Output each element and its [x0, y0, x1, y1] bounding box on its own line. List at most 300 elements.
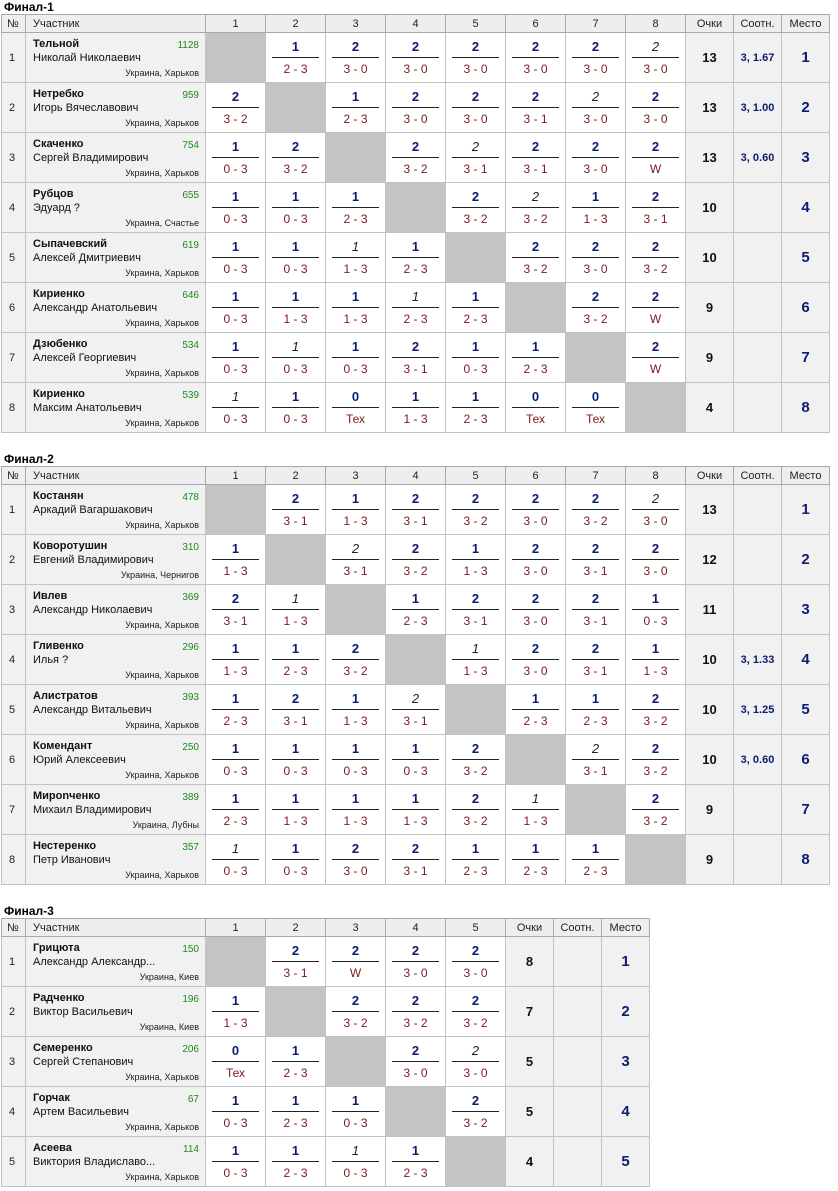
- self-cell: [386, 183, 446, 233]
- header-ratio: Соотн.: [554, 919, 602, 937]
- game-result-cell[interactable]: [206, 785, 266, 835]
- participant-cell: [26, 785, 206, 835]
- participant-cell: [26, 635, 206, 685]
- score-divider: [632, 609, 679, 610]
- game-score: 3 - 0: [403, 966, 428, 980]
- game-result-cell[interactable]: [326, 1087, 386, 1137]
- game-result-cell[interactable]: [206, 987, 266, 1037]
- game-score: 3 - 1: [283, 514, 308, 528]
- game-result-cell[interactable]: [626, 535, 686, 585]
- game-points: 1: [471, 339, 480, 354]
- score-divider: [452, 107, 499, 108]
- game-result-cell[interactable]: [626, 785, 686, 835]
- game-points: 1: [291, 39, 300, 54]
- participant-last-name[interactable]: Алистратов: [33, 690, 98, 702]
- game-result-cell[interactable]: [386, 383, 446, 433]
- participant-cell: [26, 183, 206, 233]
- table-row: [2, 835, 830, 885]
- game-score: 2 - 3: [463, 864, 488, 878]
- game-result-cell[interactable]: [326, 735, 386, 785]
- game-score: 1 - 3: [403, 814, 428, 828]
- score-divider: [272, 1111, 319, 1112]
- game-result-cell[interactable]: [626, 635, 686, 685]
- game-result-cell[interactable]: [506, 635, 566, 685]
- participant-last-name[interactable]: Рубцов: [33, 188, 74, 200]
- game-score: 3 - 0: [463, 62, 488, 76]
- game-points: 1: [231, 791, 240, 806]
- game-result-cell[interactable]: [506, 585, 566, 635]
- game-points: 2: [351, 943, 360, 958]
- final-place: 4: [782, 635, 830, 685]
- game-result-cell[interactable]: [626, 233, 686, 283]
- game-result-cell[interactable]: [446, 635, 506, 685]
- game-result-cell[interactable]: [506, 535, 566, 585]
- game-result-cell[interactable]: [326, 485, 386, 535]
- game-score: 0 - 3: [283, 864, 308, 878]
- game-result-cell[interactable]: [386, 835, 446, 885]
- game-result-cell[interactable]: [326, 233, 386, 283]
- game-result-cell[interactable]: [386, 33, 446, 83]
- game-result-cell[interactable]: [326, 785, 386, 835]
- game-result-cell[interactable]: [566, 33, 626, 83]
- game-result-cell[interactable]: [386, 233, 446, 283]
- game-result-cell[interactable]: [626, 685, 686, 735]
- game-result-cell[interactable]: [266, 685, 326, 735]
- game-result-cell[interactable]: [266, 333, 326, 383]
- total-points: 9: [686, 835, 734, 885]
- game-result-cell[interactable]: [266, 1137, 326, 1187]
- game-result-cell[interactable]: [266, 33, 326, 83]
- table-row: [2, 33, 830, 83]
- game-result-cell[interactable]: [626, 585, 686, 635]
- participant-last-name[interactable]: Сыпачевский: [33, 238, 107, 250]
- game-result-cell[interactable]: [446, 585, 506, 635]
- game-result-cell[interactable]: [566, 535, 626, 585]
- game-result-cell[interactable]: [266, 133, 326, 183]
- final-place: 2: [782, 535, 830, 585]
- header-opponent-4: 4: [386, 15, 446, 33]
- group-title: Финал-1: [4, 0, 54, 14]
- game-result-cell[interactable]: [326, 685, 386, 735]
- game-points: 2: [411, 841, 420, 856]
- game-result-cell[interactable]: [386, 937, 446, 987]
- game-result-cell[interactable]: [386, 987, 446, 1037]
- game-result-cell[interactable]: [566, 585, 626, 635]
- participant-last-name[interactable]: Нестеренко: [33, 840, 97, 852]
- game-result-cell[interactable]: [326, 1137, 386, 1187]
- game-score: 3 - 2: [643, 764, 668, 778]
- score-divider: [512, 357, 559, 358]
- game-score: 3 - 0: [523, 664, 548, 678]
- game-result-cell[interactable]: [206, 585, 266, 635]
- game-result-cell[interactable]: [326, 987, 386, 1037]
- row-number: 7: [2, 785, 26, 835]
- game-result-cell[interactable]: [206, 383, 266, 433]
- game-result-cell[interactable]: [326, 283, 386, 333]
- score-divider: [452, 57, 499, 58]
- game-result-cell[interactable]: [386, 735, 446, 785]
- score-divider: [632, 307, 679, 308]
- game-result-cell[interactable]: [386, 685, 446, 735]
- tiebreak-ratio: [554, 1137, 602, 1187]
- game-result-cell[interactable]: [326, 383, 386, 433]
- game-result-cell[interactable]: [566, 283, 626, 333]
- game-points: 2: [231, 89, 240, 104]
- score-divider: [212, 1111, 259, 1112]
- game-score: 3 - 2: [343, 1016, 368, 1030]
- game-result-cell[interactable]: [566, 83, 626, 133]
- game-score: 3 - 0: [643, 564, 668, 578]
- game-points: 1: [291, 339, 300, 354]
- participant-last-name[interactable]: Нетребко: [33, 88, 84, 100]
- game-points: 1: [351, 89, 360, 104]
- row-number: 1: [2, 485, 26, 535]
- score-divider: [212, 1011, 259, 1012]
- game-points: 2: [651, 89, 660, 104]
- participant-last-name[interactable]: Горчак: [33, 1092, 70, 1104]
- game-result-cell[interactable]: [446, 987, 506, 1037]
- score-divider: [392, 1161, 439, 1162]
- game-result-cell[interactable]: [446, 83, 506, 133]
- score-divider: [572, 709, 619, 710]
- game-result-cell[interactable]: [446, 283, 506, 333]
- game-result-cell[interactable]: [626, 283, 686, 333]
- game-result-cell[interactable]: [266, 835, 326, 885]
- game-result-cell[interactable]: [266, 1087, 326, 1137]
- game-result-cell[interactable]: [626, 83, 686, 133]
- self-cell: [626, 383, 686, 433]
- game-result-cell[interactable]: [446, 785, 506, 835]
- score-divider: [212, 357, 259, 358]
- game-result-cell[interactable]: [506, 333, 566, 383]
- game-result-cell[interactable]: [506, 83, 566, 133]
- game-result-cell[interactable]: [626, 133, 686, 183]
- header-ratio: Соотн.: [734, 467, 782, 485]
- game-points: 2: [471, 1043, 480, 1058]
- row-number: 4: [2, 183, 26, 233]
- game-score: 3 - 1: [463, 614, 488, 628]
- score-divider: [332, 257, 379, 258]
- game-result-cell[interactable]: [446, 333, 506, 383]
- game-result-cell[interactable]: [326, 333, 386, 383]
- game-result-cell[interactable]: [386, 535, 446, 585]
- game-score: 3 - 1: [403, 714, 428, 728]
- game-result-cell[interactable]: [446, 485, 506, 535]
- game-points: 2: [651, 541, 660, 556]
- self-cell: [506, 735, 566, 785]
- game-result-cell[interactable]: [386, 283, 446, 333]
- game-result-cell[interactable]: [626, 33, 686, 83]
- game-result-cell[interactable]: [326, 937, 386, 987]
- game-score: Тех: [525, 412, 546, 426]
- participant-location: Украина, Киев: [139, 1022, 199, 1032]
- game-score: 3 - 0: [463, 1066, 488, 1080]
- game-result-cell[interactable]: [326, 835, 386, 885]
- game-result-cell[interactable]: [206, 83, 266, 133]
- game-result-cell[interactable]: [266, 785, 326, 835]
- game-score: 3 - 2: [403, 162, 428, 176]
- total-points: 13: [686, 485, 734, 535]
- game-result-cell[interactable]: [266, 283, 326, 333]
- game-points: 1: [471, 389, 480, 404]
- score-divider: [632, 759, 679, 760]
- game-result-cell[interactable]: [266, 635, 326, 685]
- game-score: 3 - 1: [343, 564, 368, 578]
- game-result-cell[interactable]: [206, 735, 266, 785]
- game-result-cell[interactable]: [626, 183, 686, 233]
- game-score: 2 - 3: [283, 1166, 308, 1180]
- game-result-cell[interactable]: [326, 33, 386, 83]
- game-result-cell[interactable]: [386, 485, 446, 535]
- game-result-cell[interactable]: [446, 133, 506, 183]
- game-result-cell[interactable]: [386, 1037, 446, 1087]
- score-divider: [512, 859, 559, 860]
- score-divider: [512, 809, 559, 810]
- results-table: [1, 14, 830, 433]
- game-result-cell[interactable]: [266, 485, 326, 535]
- header-opponent-3: 3: [326, 467, 386, 485]
- game-points: 2: [531, 591, 540, 606]
- score-divider: [512, 207, 559, 208]
- game-points: 2: [351, 641, 360, 656]
- game-points: 2: [591, 289, 600, 304]
- game-result-cell[interactable]: [386, 83, 446, 133]
- game-points: 0: [531, 389, 540, 404]
- game-result-cell[interactable]: [266, 233, 326, 283]
- table-row: [2, 585, 830, 635]
- participant-cell: [26, 283, 206, 333]
- participant-last-name[interactable]: Кириенко: [33, 388, 85, 400]
- score-divider: [452, 157, 499, 158]
- game-result-cell[interactable]: [266, 1037, 326, 1087]
- participant-last-name[interactable]: Дзюбенко: [33, 338, 88, 350]
- game-points: 2: [591, 139, 600, 154]
- participant-last-name[interactable]: Кириенко: [33, 288, 85, 300]
- game-score: 1 - 3: [583, 212, 608, 226]
- participant-last-name[interactable]: Грицюта: [33, 942, 80, 954]
- participant-first-name: Александр Витальевич: [33, 704, 152, 716]
- game-result-cell[interactable]: [266, 383, 326, 433]
- game-result-cell[interactable]: [326, 183, 386, 233]
- game-result-cell[interactable]: [506, 233, 566, 283]
- game-result-cell[interactable]: [566, 835, 626, 885]
- game-result-cell[interactable]: [446, 183, 506, 233]
- game-points: 2: [591, 641, 600, 656]
- score-divider: [512, 509, 559, 510]
- row-number: 5: [2, 233, 26, 283]
- game-score: 1 - 3: [283, 814, 308, 828]
- final-place: 8: [782, 383, 830, 433]
- participant-location: Украина, Харьков: [125, 118, 199, 128]
- score-divider: [212, 257, 259, 258]
- game-points: 2: [411, 541, 420, 556]
- game-score: 3 - 1: [283, 714, 308, 728]
- game-result-cell[interactable]: [266, 183, 326, 233]
- participant-cell: [26, 735, 206, 785]
- game-result-cell[interactable]: [206, 233, 266, 283]
- game-score: 1 - 3: [223, 1016, 248, 1030]
- game-result-cell[interactable]: [566, 485, 626, 535]
- game-result-cell[interactable]: [446, 735, 506, 785]
- game-result-cell[interactable]: [206, 685, 266, 735]
- participant-last-name[interactable]: Асеева: [33, 1142, 72, 1154]
- game-score: 3 - 0: [463, 966, 488, 980]
- game-result-cell[interactable]: [566, 183, 626, 233]
- participant-location: Украина, Харьков: [125, 670, 199, 680]
- participant-first-name: Николай Николаевич: [33, 52, 141, 64]
- score-divider: [632, 357, 679, 358]
- score-divider: [452, 407, 499, 408]
- total-points: 10: [686, 183, 734, 233]
- score-divider: [632, 559, 679, 560]
- participant-last-name[interactable]: Мирonченко: [33, 790, 101, 802]
- participant-first-name: Юрий Алексеевич: [33, 754, 126, 766]
- game-points: 2: [591, 591, 600, 606]
- score-divider: [392, 357, 439, 358]
- game-result-cell[interactable]: [566, 383, 626, 433]
- score-divider: [392, 709, 439, 710]
- game-points: 1: [291, 1143, 300, 1158]
- game-result-cell[interactable]: [206, 183, 266, 233]
- game-points: 1: [291, 239, 300, 254]
- game-result-cell[interactable]: [206, 635, 266, 685]
- row-number: 1: [2, 937, 26, 987]
- game-result-cell[interactable]: [266, 585, 326, 635]
- participant-last-name[interactable]: Коворотушин: [33, 540, 108, 552]
- game-score: 2 - 3: [523, 362, 548, 376]
- game-result-cell[interactable]: [566, 735, 626, 785]
- game-result-cell[interactable]: [386, 333, 446, 383]
- final-place: 4: [782, 183, 830, 233]
- game-result-cell[interactable]: [266, 937, 326, 987]
- participant-last-name[interactable]: Радченко: [33, 992, 85, 1004]
- game-result-cell[interactable]: [446, 835, 506, 885]
- score-divider: [452, 1061, 499, 1062]
- game-result-cell[interactable]: [206, 133, 266, 183]
- game-result-cell[interactable]: [206, 535, 266, 585]
- game-result-cell[interactable]: [506, 685, 566, 735]
- game-result-cell[interactable]: [566, 233, 626, 283]
- game-result-cell[interactable]: [506, 835, 566, 885]
- score-divider: [332, 357, 379, 358]
- score-divider: [272, 859, 319, 860]
- participant-rating: 478: [182, 492, 199, 503]
- game-result-cell[interactable]: [446, 1037, 506, 1087]
- participant-first-name: Игорь Вячеславович: [33, 102, 139, 114]
- game-score: W: [649, 362, 662, 376]
- game-result-cell[interactable]: [386, 1137, 446, 1187]
- score-divider: [452, 659, 499, 660]
- table-row: [2, 685, 830, 735]
- game-result-cell[interactable]: [386, 133, 446, 183]
- participant-last-name[interactable]: Комендант: [33, 740, 93, 752]
- participant-last-name[interactable]: Ивлев: [33, 590, 68, 602]
- game-score: 2 - 3: [283, 62, 308, 76]
- game-result-cell[interactable]: [446, 1087, 506, 1137]
- game-result-cell[interactable]: [206, 835, 266, 885]
- game-result-cell[interactable]: [206, 1037, 266, 1087]
- participant-last-name[interactable]: Костанян: [33, 490, 84, 502]
- game-result-cell[interactable]: [326, 535, 386, 585]
- game-result-cell[interactable]: [626, 485, 686, 535]
- participant-last-name[interactable]: Семеренко: [33, 1042, 93, 1054]
- self-cell: [446, 685, 506, 735]
- game-result-cell[interactable]: [206, 1137, 266, 1187]
- game-result-cell[interactable]: [566, 685, 626, 735]
- participant-last-name[interactable]: Гливенко: [33, 640, 84, 652]
- game-score: 3 - 0: [643, 112, 668, 126]
- game-points: 1: [231, 239, 240, 254]
- game-score: 3 - 1: [643, 212, 668, 226]
- game-score: 1 - 3: [223, 564, 248, 578]
- game-result-cell[interactable]: [626, 735, 686, 785]
- game-result-cell[interactable]: [446, 937, 506, 987]
- participant-cell: [26, 937, 206, 987]
- game-result-cell[interactable]: [506, 785, 566, 835]
- final-place: 2: [782, 83, 830, 133]
- game-points: 1: [471, 289, 480, 304]
- tiebreak-ratio: [734, 585, 782, 635]
- header-num: №: [2, 467, 26, 485]
- self-cell: [326, 1037, 386, 1087]
- participant-rating: 754: [182, 140, 199, 151]
- row-number: 8: [2, 383, 26, 433]
- game-points: 1: [231, 841, 240, 856]
- game-result-cell[interactable]: [206, 333, 266, 383]
- game-result-cell[interactable]: [266, 735, 326, 785]
- game-result-cell[interactable]: [566, 133, 626, 183]
- score-divider: [392, 1011, 439, 1012]
- game-result-cell[interactable]: [566, 635, 626, 685]
- game-result-cell[interactable]: [206, 1087, 266, 1137]
- row-number: 8: [2, 835, 26, 885]
- participant-last-name[interactable]: Тельной: [33, 38, 80, 50]
- game-score: 3 - 1: [223, 614, 248, 628]
- game-score: 0 - 3: [223, 262, 248, 276]
- participant-last-name[interactable]: Скаченко: [33, 138, 84, 150]
- game-result-cell[interactable]: [506, 383, 566, 433]
- game-result-cell[interactable]: [386, 785, 446, 835]
- score-divider: [572, 57, 619, 58]
- game-result-cell[interactable]: [506, 485, 566, 535]
- game-result-cell[interactable]: [446, 33, 506, 83]
- game-points: 2: [471, 741, 480, 756]
- game-result-cell[interactable]: [506, 33, 566, 83]
- participant-location: Украина, Харьков: [125, 168, 199, 178]
- game-score: 3 - 1: [403, 864, 428, 878]
- table-row: [2, 83, 830, 133]
- participant-rating: 655: [182, 190, 199, 201]
- game-points: 1: [351, 691, 360, 706]
- game-score: 0 - 3: [343, 1116, 368, 1130]
- game-points: 1: [531, 791, 540, 806]
- score-divider: [272, 659, 319, 660]
- game-result-cell[interactable]: [506, 133, 566, 183]
- game-result-cell[interactable]: [506, 183, 566, 233]
- game-points: 1: [291, 1093, 300, 1108]
- game-result-cell[interactable]: [326, 83, 386, 133]
- game-result-cell[interactable]: [446, 383, 506, 433]
- score-divider: [452, 509, 499, 510]
- game-result-cell[interactable]: [386, 585, 446, 635]
- game-result-cell[interactable]: [206, 283, 266, 333]
- participant-cell: [26, 585, 206, 635]
- game-result-cell[interactable]: [626, 333, 686, 383]
- row-number: 2: [2, 535, 26, 585]
- game-result-cell[interactable]: [326, 635, 386, 685]
- game-result-cell[interactable]: [446, 535, 506, 585]
- game-points: 2: [411, 943, 420, 958]
